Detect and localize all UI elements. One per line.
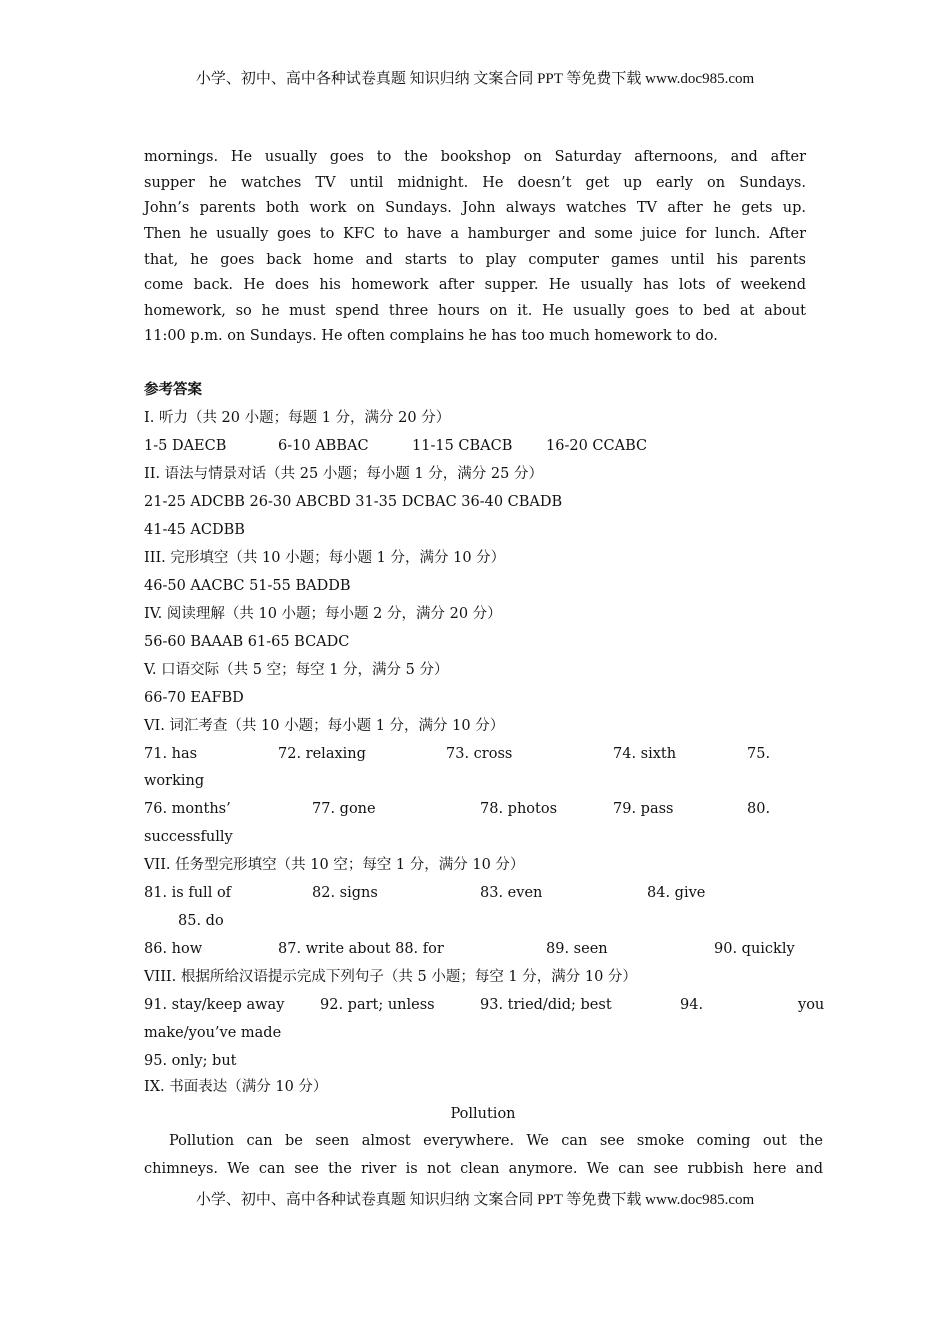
answer-line: 46-50 AACBC 51-55 BADDB xyxy=(144,578,351,594)
answer: 92. part; unless xyxy=(320,997,435,1013)
answer: 1-5 DAECB xyxy=(144,438,227,454)
answer: 87. write about 88. for xyxy=(278,941,444,957)
answer: 78. photos xyxy=(480,801,558,817)
section-title: VIII. 根据所给汉语提示完成下列句子（共 5 小题；每空 1 分，满分 10 分） xyxy=(144,969,637,985)
answer-line: 85. do xyxy=(178,913,224,929)
answer: 73. cross xyxy=(446,746,513,762)
page-footer: 小学、初中、高中各种试卷真题 知识归纳 文案合同 PPT 等免费下载 www.doc985.com xyxy=(195,1192,755,1208)
section-title: IX. 书面表达（满分 10 分） xyxy=(144,1079,328,1095)
section-title: VII. 任务型完形填空（共 10 空；每空 1 分，满分 10 分） xyxy=(144,857,525,873)
essay-line: chimneys. We can see the river is not clean anymore. We can see rubbish here and xyxy=(144,1161,823,1177)
answer: you xyxy=(798,997,825,1013)
section-title: I. 听力（共 20 小题；每题 1 分，满分 20 分） xyxy=(144,410,451,426)
answer: 75. xyxy=(747,746,771,762)
passage-line: Then he usually goes to KFC to have a hamburger and some juice for lunch. After xyxy=(144,226,806,242)
answer-line: successfully xyxy=(144,829,233,845)
answer-line: make/you’ve made xyxy=(144,1025,282,1041)
essay-title: Pollution xyxy=(450,1106,516,1122)
section-title: II. 语法与情景对话（共 25 小题；每小题 1 分，满分 25 分） xyxy=(144,466,543,482)
answer: 90. quickly xyxy=(714,941,795,957)
answer: 80. xyxy=(747,801,771,817)
answer: 77. gone xyxy=(312,801,376,817)
answer: 16-20 CCABC xyxy=(546,438,648,454)
answer-line: working xyxy=(144,773,205,789)
answer-row xyxy=(144,995,824,1015)
passage-line: that, he goes back home and starts to play computer games until his parents xyxy=(144,252,806,268)
answer-line: 66-70 EAFBD xyxy=(144,690,244,706)
answer-row xyxy=(144,883,824,903)
passage-line: homework, so he must spend three hours on it. He usually goes to bed at about xyxy=(144,303,806,319)
answer: 93. tried/did; best xyxy=(480,997,612,1013)
answer: 82. signs xyxy=(312,885,378,901)
answer: 72. relaxing xyxy=(278,746,366,762)
answer: 91. stay/keep away xyxy=(144,997,285,1013)
answer: 6-10 ABBAC xyxy=(278,438,369,454)
section-title: III. 完形填空（共 10 小题；每小题 1 分，满分 10 分） xyxy=(144,550,506,566)
answer-row xyxy=(144,744,824,764)
answer-row xyxy=(144,939,824,959)
passage-line: 11:00 p.m. on Sundays. He often complains he has too much homework to do. xyxy=(144,328,718,344)
answer-row xyxy=(144,799,824,819)
answer: 76. months’ xyxy=(144,801,231,817)
section-title: VI. 词汇考查（共 10 小题；每小题 1 分，满分 10 分） xyxy=(144,718,505,734)
answer: 74. sixth xyxy=(613,746,677,762)
answers-heading: 参考答案 xyxy=(144,381,202,398)
passage-line: mornings. He usually goes to the bookshop on Saturday afternoons, and after xyxy=(144,149,806,165)
answer: 71. has xyxy=(144,746,198,762)
essay-line: Pollution can be seen almost everywhere. We can see smoke coming out the xyxy=(169,1133,823,1149)
answer: 79. pass xyxy=(613,801,674,817)
answer-line: 56-60 BAAAB 61-65 BCADC xyxy=(144,634,350,650)
answer: 94. xyxy=(680,997,704,1013)
answer-line: 41-45 ACDBB xyxy=(144,522,245,538)
answer: 89. seen xyxy=(546,941,608,957)
answer-line: 95. only; but xyxy=(144,1053,237,1069)
passage-line: come back. He does his homework after supper. He usually has lots of weekend xyxy=(144,277,806,293)
answer: 84. give xyxy=(647,885,706,901)
section-title: IV. 阅读理解（共 10 小题；每小题 2 分，满分 20 分） xyxy=(144,606,502,622)
answer-line: 21-25 ADCBB 26-30 ABCBD 31-35 DCBAC 36-40 CBADB xyxy=(144,494,563,510)
passage-line: supper he watches TV until midnight. He doesn’t get up early on Sundays. xyxy=(144,175,806,191)
section-title: V. 口语交际（共 5 空；每空 1 分，满分 5 分） xyxy=(144,662,449,678)
answer: 83. even xyxy=(480,885,543,901)
answer: 86. how xyxy=(144,941,203,957)
answer-row xyxy=(144,436,824,456)
passage-line: John’s parents both work on Sundays. John always watches TV after he gets up. xyxy=(144,200,806,216)
page-header: 小学、初中、高中各种试卷真题 知识归纳 文案合同 PPT 等免费下载 www.doc985.com xyxy=(195,71,755,87)
answer: 81. is full of xyxy=(144,885,232,901)
answer: 11-15 CBACB xyxy=(412,438,513,454)
